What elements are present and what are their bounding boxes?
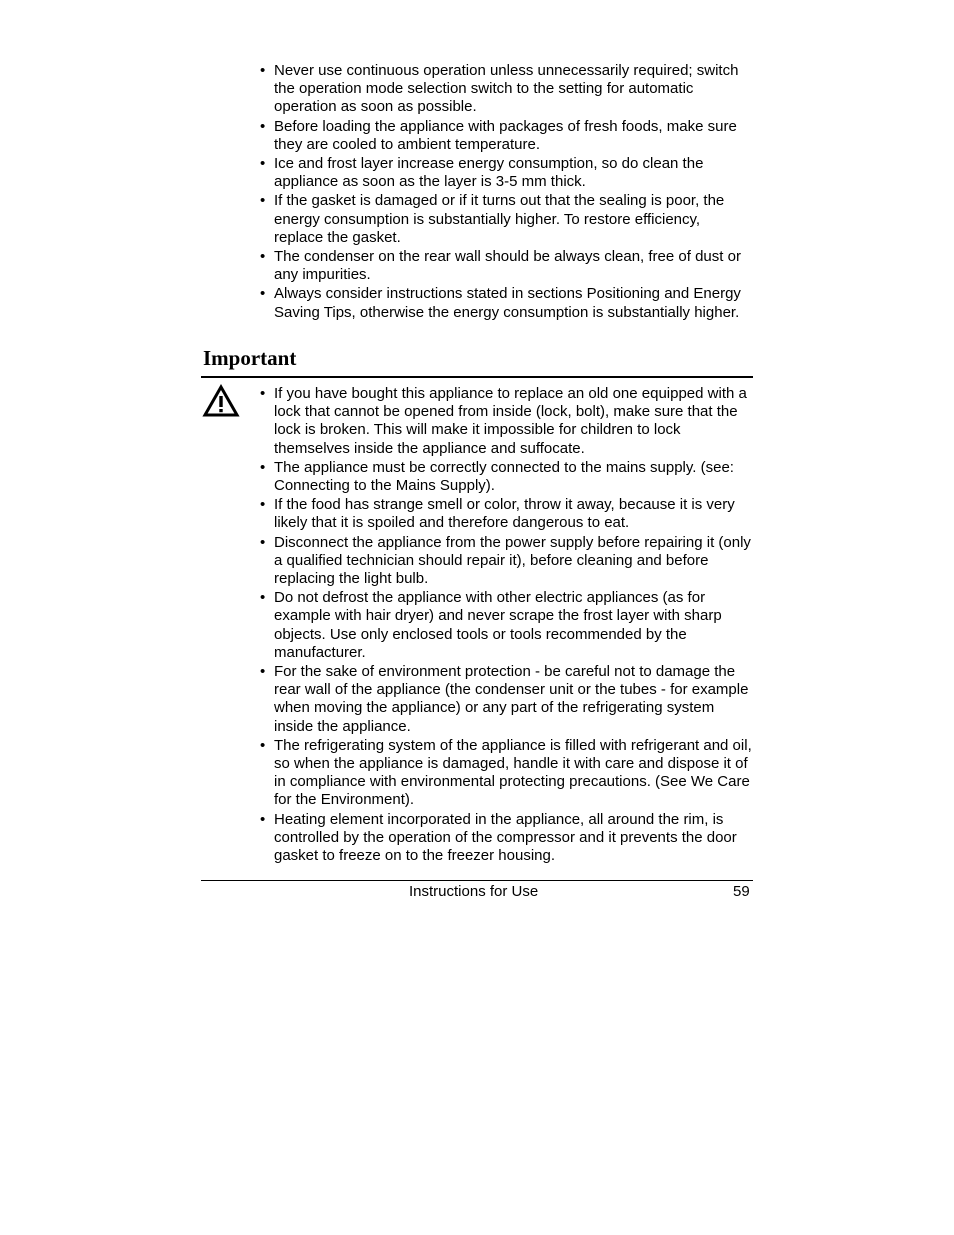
list-item-text: If you have bought this appliance to replace an old one equipped with a lock that cannot be opened from inside (lock, bolt), make sure that the lock is broken. This will make it impossible for children to lock themselves inside the appliance and suffocate. (274, 385, 747, 457)
list-item-text: Never use continuous operation unless unnecessarily required; switch the operation mode selection switch to the setting for automatic operation as soon as possible. (274, 62, 739, 116)
footer-title: Instructions for Use (409, 883, 539, 900)
list-item-text: Disconnect the appliance from the power supply before repairing it (only a qualified technician should repair it), before cleaning and before replacing the light bulb. (274, 533, 751, 588)
list-item: • The refrigerating system of the appliance is filled with refrigerant and oil, so when the appliance is damaged, handle it with care and dispose it of in compliance with environmental protecting precautions. (See We Care for the Environment). (260, 736, 752, 809)
list-item-text: The appliance must be correctly connected to the mains supply. (see: Connecting to the Mains Supply). (274, 458, 734, 495)
footer-divider (201, 880, 753, 881)
list-item: • If you have bought this appliance to replace an old one equipped with a lock that cannot be opened from inside (lock, bolt), make sure that the lock is broken. This will make it impossible for children to lock themselves inside the appliance and suffocate. (260, 385, 747, 457)
list-item-text: Before loading the appliance with packages of fresh foods, make sure they are cooled to ambient temperature. (274, 117, 737, 153)
list-item: • For the sake of environment protection - be careful not to damage the rear wall of the appliance (the condenser unit or the tubes - for example when moving the appliance) or any part of the refrigerating system inside the appliance. (260, 663, 749, 735)
list-item-text: The refrigerating system of the appliance is filled with refrigerant and oil, so when the appliance is damaged, handle it with care and dispose it of in compliance with environmental protecting precautions. (See We Care for the Environment). (274, 736, 752, 809)
list-item: • Before loading the appliance with packages of fresh foods, make sure they are cooled to ambient temperature. (260, 117, 737, 153)
list-item-text: Heating element incorporated in the appliance, all around the rim, is controlled by the operation of the compressor and it prevents the door gasket to freeze on to the freezer housing. (274, 810, 737, 865)
list-item: • The condenser on the rear wall should be always clean, free of dust or any impurities. (260, 248, 741, 284)
list-item: • If the food has strange smell or color, throw it away, because it is very likely that it is spoiled and therefore dangerous to eat. (260, 496, 735, 532)
list-item-text: If the food has strange smell or color, throw it away, because it is very likely that it is spoiled and therefore dangerous to eat. (274, 496, 735, 532)
warning-triangle-icon (202, 384, 240, 418)
list-item: • Never use continuous operation unless unnecessarily required; switch the operation mode selection switch to the setting for automatic operation as soon as possible. (260, 62, 739, 116)
list-item-text: If the gasket is damaged or if it turns out that the sealing is poor, the energy consumption is substantially higher. To restore efficiency, replace the gasket. (274, 192, 725, 246)
list-item-text: The condenser on the rear wall should be always clean, free of dust or any impurities. (274, 248, 741, 284)
energy-tips-list (258, 62, 753, 323)
list-item: • Ice and frost layer increase energy consumption, so do clean the appliance as soon as the layer is 3-5 mm thick. (260, 155, 704, 191)
section-heading-important: Important (203, 346, 297, 370)
list-item: • Disconnect the appliance from the power supply before repairing it (only a qualified technician should repair it), before cleaning and before replacing the light bulb. (260, 533, 751, 588)
page-number: 59 (733, 883, 750, 900)
important-warnings-list (258, 385, 753, 866)
list-item: • Heating element incorporated in the appliance, all around the rim, is controlled by the operation of the compressor and it prevents the door gasket to freeze on to the freezer housing. (260, 810, 737, 865)
list-item-text: Always consider instructions stated in sections Positioning and Energy Saving Tips, otherwise the energy consumption is substantially higher. (274, 285, 741, 321)
list-item: • The appliance must be correctly connected to the mains supply. (see: Connecting to the Mains Supply). (260, 458, 734, 495)
list-item-text: Ice and frost layer increase energy consumption, so do clean the appliance as soon as the layer is 3-5 mm thick. (274, 155, 704, 191)
heading-divider (201, 376, 753, 378)
list-item: • Do not defrost the appliance with other electric appliances (as for example with hair dryer) and never scrape the frost layer with sharp objects. Use only enclosed tools or tools recommended by the manufacturer. (260, 589, 722, 661)
list-item-text: For the sake of environment protection - be careful not to damage the rear wall of the appliance (the condenser unit or the tubes - for example when moving the appliance) or any part of the refrigerating system inside the appliance. (274, 663, 749, 735)
list-item-text: Do not defrost the appliance with other electric appliances (as for example with hair dryer) and never scrape the frost layer with sharp objects. Use only enclosed tools or tools recommended by the manufacturer. (274, 589, 722, 661)
list-item: • Always consider instructions stated in sections Positioning and Energy Saving Tips, otherwise the energy consumption is substantially higher. (260, 285, 741, 321)
list-item: • If the gasket is damaged or if it turns out that the sealing is poor, the energy consumption is substantially higher. To restore efficiency, replace the gasket. (260, 192, 725, 246)
